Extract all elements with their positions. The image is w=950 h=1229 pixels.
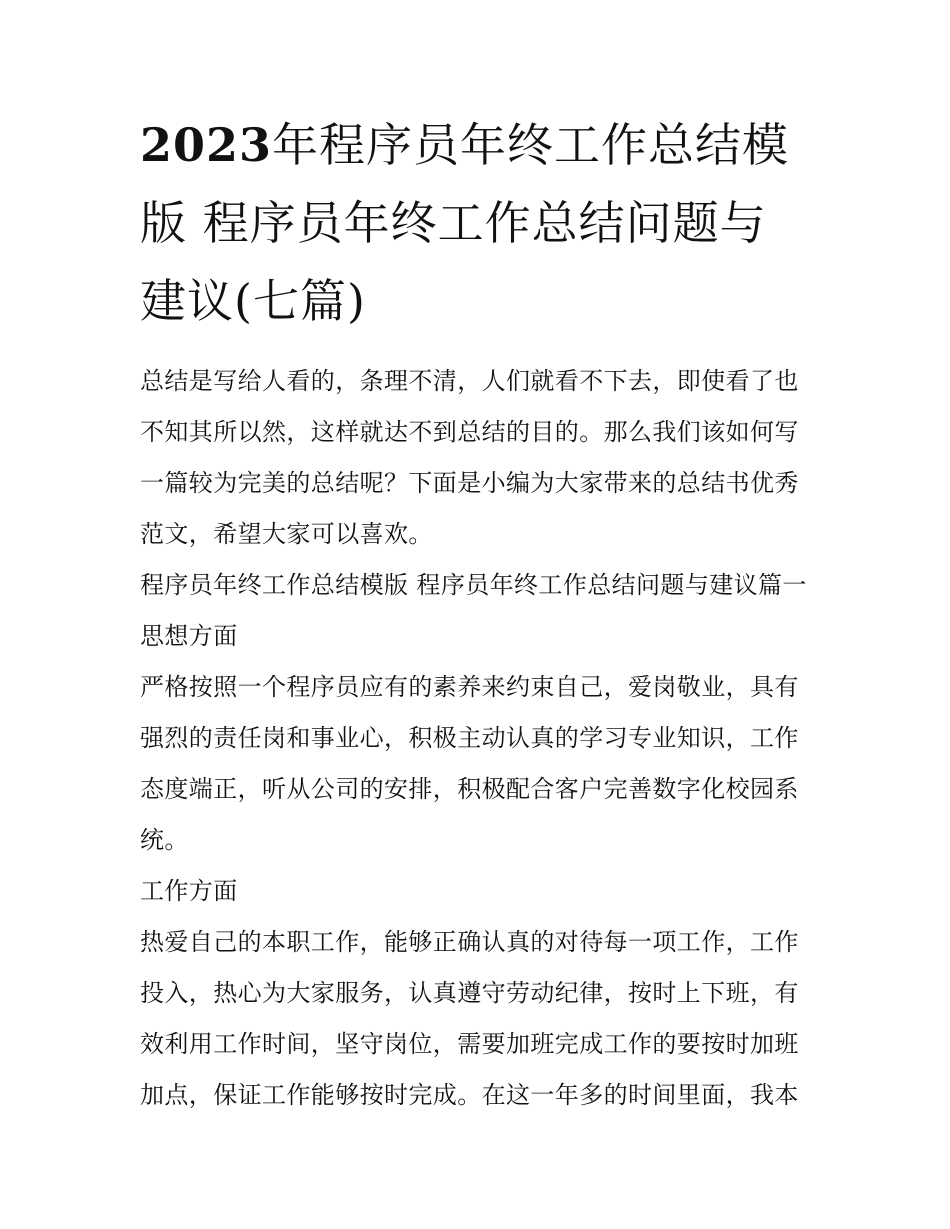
section-heading-thought: 程序员年终工作总结模版 程序员年终工作总结问题与建议篇一 思想方面: [140, 571, 807, 650]
intro-paragraph: 总结是写给人看的，条理不清，人们就看不下去，即使看了也不知其所以然，这样就达不到总结的目的。那么我们该如何写一篇较为完美的总结呢？下面是小编为大家带来的总结书优秀范文，希望大家可以喜欢。: [140, 367, 799, 548]
title-text: 年程序员年终工作总结模版 程序员年终工作总结问题与建议(七篇): [140, 118, 790, 328]
title-year: 2023: [140, 118, 273, 172]
thought-paragraph: 严格按照一个程序员应有的素养来约束自己，爱岗敬业，具有强烈的责任岗和事业心，积极主动认真的学习专业知识，工作态度端正，听从公司的安排，积极配合客户完善数字化校园系统。: [140, 673, 799, 854]
document-body: [140, 356, 810, 1121]
work-paragraph: 热爱自己的本职工作，能够正确认真的对待每一项工作，工作投入，热心为大家服务，认真遵守劳动纪律，按时上下班，有效利用工作时间，坚守岗位，需要加班完成工作的要按时加班加点，保证工作能够按时完成。在这一年多的时间里面，我本: [140, 928, 799, 1109]
document-title: [140, 106, 810, 340]
section-heading-work: 工作方面: [140, 877, 238, 905]
